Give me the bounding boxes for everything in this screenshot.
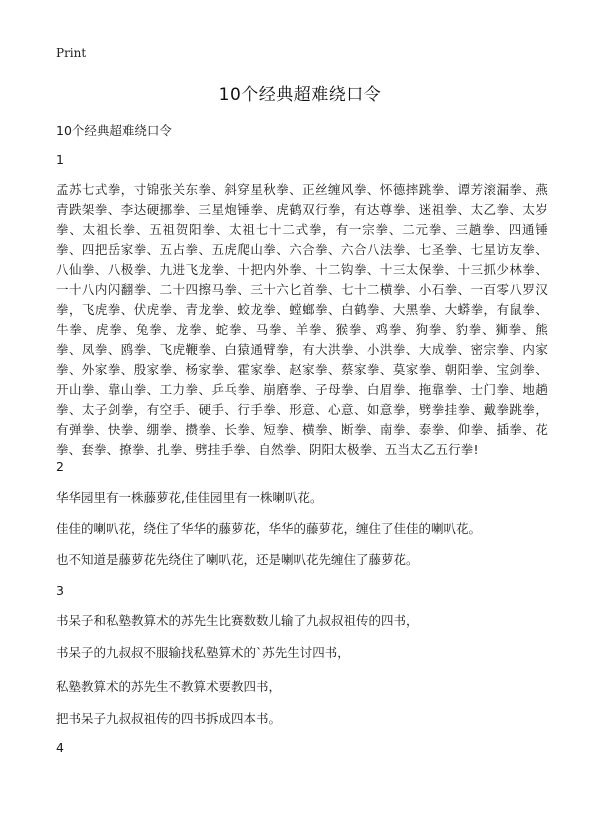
document-subtitle: 10个经典超难绕口令 — [56, 123, 172, 138]
section-number-2: 2 — [56, 459, 64, 474]
section-number-3: 3 — [56, 583, 64, 598]
section-2-line: 华华园里有一株藤萝花,佳佳园里有一株喇叭花。 — [56, 490, 323, 505]
page-title: 10个经典超难绕口令 — [218, 85, 382, 105]
section-number-1: 1 — [56, 152, 64, 167]
section-number-4: 4 — [56, 740, 64, 755]
section-3-line: 书呆子和私塾教算术的苏先生比赛数数儿输了九叔叔祖传的四书， — [56, 613, 419, 628]
print-link[interactable]: Print — [56, 46, 87, 60]
section-3-line: 把书呆子九叔叔祖传的四书拆成四本书。 — [56, 711, 282, 726]
section-3-line: 私塾教算术的苏先生不教算术要教四书， — [56, 679, 282, 694]
section-2-line: 也不知道是藤萝花先绕住了喇叭花，还是喇叭花先缠住了藤萝花。 — [56, 552, 419, 567]
section-2-line: 佳佳的喇叭花，绕住了华华的藤萝花，华华的藤萝花，缠住了佳佳的喇叭花。 — [56, 521, 482, 536]
section-1-paragraph: 孟苏七式拳，寸锦张关东拳、斜穿星秋拳、正丝缠风拳、怀德摔跳拳、谭芳滚漏拳、燕青跌架拳、李达硬挪拳、三星炮锤拳、虎鹤双行拳，有达尊拳、迷祖拳、太乙拳、太岁拳、太祖长拳、五祖贺阳拳、太祖七十二式拳，有一宗拳、二元拳、三趟拳、四通锤拳、四把岳家拳、五占拳、五虎爬山拳、六合拳、六合八法拳、七圣拳、七星访友拳、八仙拳、八极拳、九进飞龙拳、十把内外拳、十二钩拳、十三太保拳、十三抓少林拳、一十八内闪翻拳、二十四擦马拳、三十六匕首拳、七十二横拳、小石拳、一百零八罗汉拳，飞虎拳、伏虎拳、青龙拳、蛟龙拳、螳螂拳、白鹤拳、大黑拳、大蟒拳，有鼠拳、牛拳、虎拳、兔拳、龙拳、蛇拳、马拳、羊拳、猴拳、鸡拳、狗拳、豹拳、狮拳、熊拳、凤拳、鸥拳、飞虎鞭拳、白猿通臂拳，有大洪拳、小洪拳、大成拳、密宗拳、内家拳、外家拳、殷家拳、杨家拳、霍家拳、赵家拳、蔡家拳、莫家拳、朝阳拳、宝剑拳、开山拳、靠山拳、工力拳、乒乓拳、崩磨拳、子母拳、白眉拳、拖靠拳、士门拳、地趟拳、太子剑拳，有空手、硬手、行手拳、形意、心意、如意拳，劈拳挂拳、戴拳跳拳，有弹拳、快拳、绷拳、攒拳、长拳、短拳、横拳、断拳、南拳、泰拳、仰拳、插拳、花拳、套拳、撩拳、扎拳、劈挂手拳、自然拳、阴阳太极拳、五当太乙五行拳! — [56, 182, 548, 457]
section-3-line: 书呆子的九叔叔不服输找私塾算术的`苏先生讨四书， — [56, 645, 350, 660]
